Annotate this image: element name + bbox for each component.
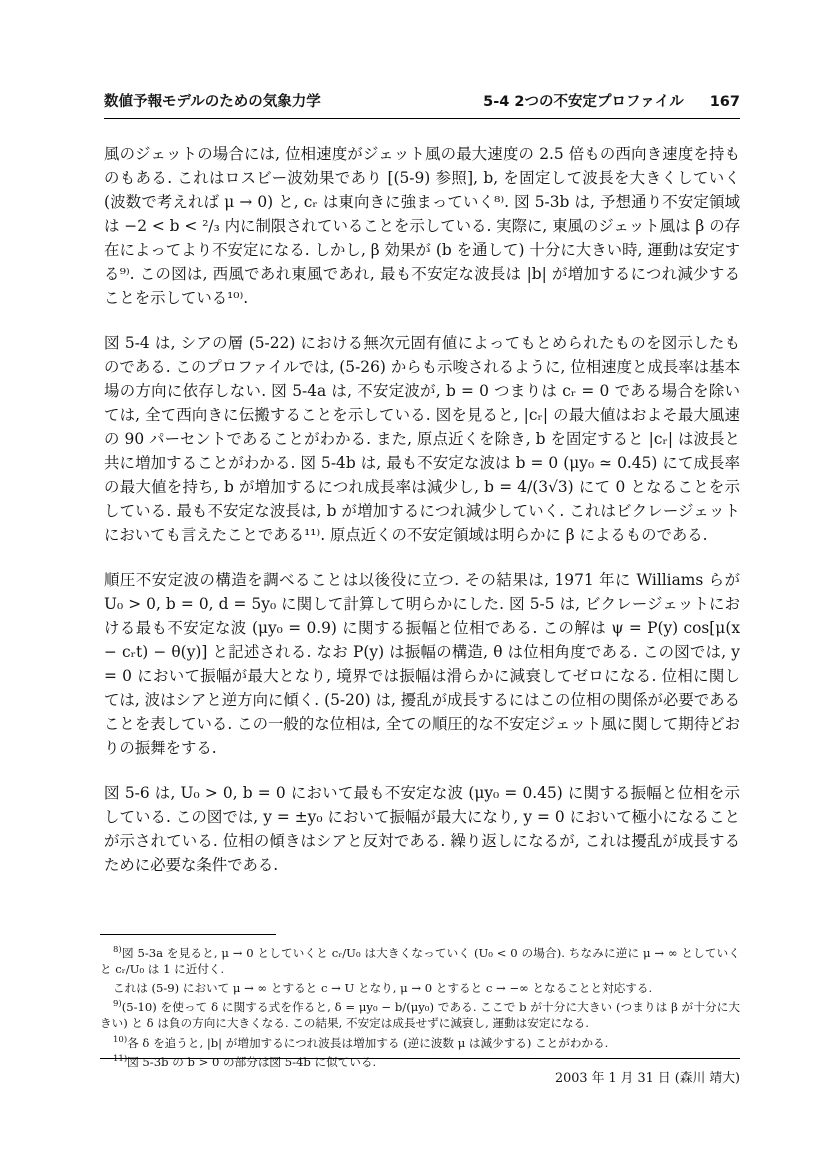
- footnote-marker: 8): [113, 945, 122, 955]
- footnote-item: [100, 1032, 740, 1051]
- paragraph: 風のジェットの場合には, 位相速度がジェット風の最大速度の 2.5 倍もの西向き速度を持ものもある. これはロスビー波効果であり [(5-9) 参照], b, を固定して波長を大きくしていく (波数で考えれば μ → 0) と, cᵣ は東向きに強まっていく⁸⁾. 図 5-3b は, 予想通り不安定領域は −2 < b < ²/₃ 内に制限されていることを示している. 実際に, 東風のジェット風は β の存在によってより不安定になる. しかし, β 効果が (b を通して) 十分に大きい時, 運動は安定する⁹⁾. この図は, 西風であれ東風であれ, 最も不安定な波長は |b| が増加するにつれ減少することを示している¹⁰⁾.: [104, 145, 740, 307]
- footnote-text: 図 5-3a を見ると, μ → 0 としていくと cᵣ/U₀ は大きくなっていく (U₀ < 0 の場合). ちなみに逆に μ → ∞ としていくと cᵣ/U₀ は 1 に近付く.: [100, 945, 740, 977]
- header-book-title: 数値予報モデルのための気象力学: [104, 94, 321, 110]
- footer-date-author: 2003 年 1 月 31 日 (森川 靖大): [554, 1071, 740, 1086]
- paragraph: 図 5-6 は, U₀ > 0, b = 0 において最も不安定な波 (μy₀ = 0.45) に関する振幅と位相を示している. この図では, y = ±y₀ において振幅が最大になり, y = 0 において極小になることが示されている. 位相の傾きはシアと反対である. 繰り返しになるが, これは擾乱が成長するために必要な条件である.: [104, 784, 740, 874]
- footnote-marker: 11): [113, 1053, 128, 1064]
- header-page-number: 167: [709, 94, 740, 110]
- header-section-title: 5-4 2つの不安定プロファイル: [483, 94, 684, 110]
- footnote-text: 図 5-3b の b > 0 の部分は図 5-4b に似ている.: [127, 1054, 377, 1069]
- footnote-marker: 9): [113, 999, 122, 1010]
- footnote-separator-rule: [100, 934, 276, 935]
- footnote-item: [100, 942, 740, 977]
- footnote-item: [100, 996, 740, 1031]
- footnote-item: [100, 977, 740, 996]
- header-right-group: [483, 90, 740, 111]
- page-footer: [100, 1058, 740, 1086]
- footnotes-section: [100, 934, 740, 1070]
- footnote-marker: 10): [113, 1034, 128, 1045]
- body-text: [104, 142, 740, 898]
- paragraph: 順圧不安定波の構造を調べることは以後役に立つ. その結果は, 1971 年に Williams らが U₀ > 0, b = 0, d = 5y₀ に関して計算して明らかにした. 図 5-5 は, ビクレージェットにおける最も不安定な波 (μy₀ = 0.9) に関する振幅と位相である. この解は ψ = P(y) cos[μ(x − cᵣt) − θ(y)] と記述される. なお P(y) は振幅の構造, θ は位相角度である. この図では, y = 0 において振幅が最大となり, 境界では振幅は滑らかに減衰してゼロになる. 位相に関しては, 波はシアと逆方向に傾く. (5-20) は, 擾乱が成長するにはこの位相の関係が必要であることを表している. この一般的な位相は, 全ての順圧的な不安定ジェット風に関して期待どおりの振舞をする.: [104, 571, 740, 757]
- page-header: [104, 90, 740, 119]
- footnote-text: (5-10) を使って δ に関する式を作ると, δ = μy₀ − b/(μy₀) である. ここで b が十分に大きい (つまりは β が十分に大きい) と δ は負の方向に大きくなる. この結果, 不安定は成長せずに減衰し, 運動は安定になる.: [100, 1000, 740, 1031]
- footnote-text: これは (5-9) において μ → ∞ とすると c → U となり, μ → 0 とすると c → −∞ となることと対応する.: [113, 981, 653, 996]
- paragraph: 図 5-4 は, シアの層 (5-22) における無次元固有値によってもとめられたものを図示したものである. このプロファイルでは, (5-26) からも示唆されるように, 位相速度と成長率は基本場の方向に依存しない. 図 5-4a は, 不安定波が, b = 0 つまりは cᵣ = 0 である場合を除いては, 全て西向きに伝搬することを示している. 図を見ると, |cᵣ| の最大値はおよそ最大風速の 90 パーセントであることがわかる. また, 原点近くを除き, b を固定すると |cᵣ| は波長と共に増加することがわかる. 図 5-4b は, 最も不安定な波は b = 0 (μy₀ ≃ 0.45) にて成長率の最大値を持ち, b が増加するにつれ成長率は減少し, b = 4/(3√3) にて 0 となることを示している. 最も不安定な波長は, b が増加するにつれ減少していく. これはビクレージェットにおいても言えたことである¹¹⁾. 原点近くの不安定領域は明らかに β によるものである.: [104, 334, 740, 544]
- footnote-text: 各 δ を追うと, |b| が増加するにつれ波長は増加する (逆に波数 μ は減少する) ことがわかる.: [127, 1035, 609, 1050]
